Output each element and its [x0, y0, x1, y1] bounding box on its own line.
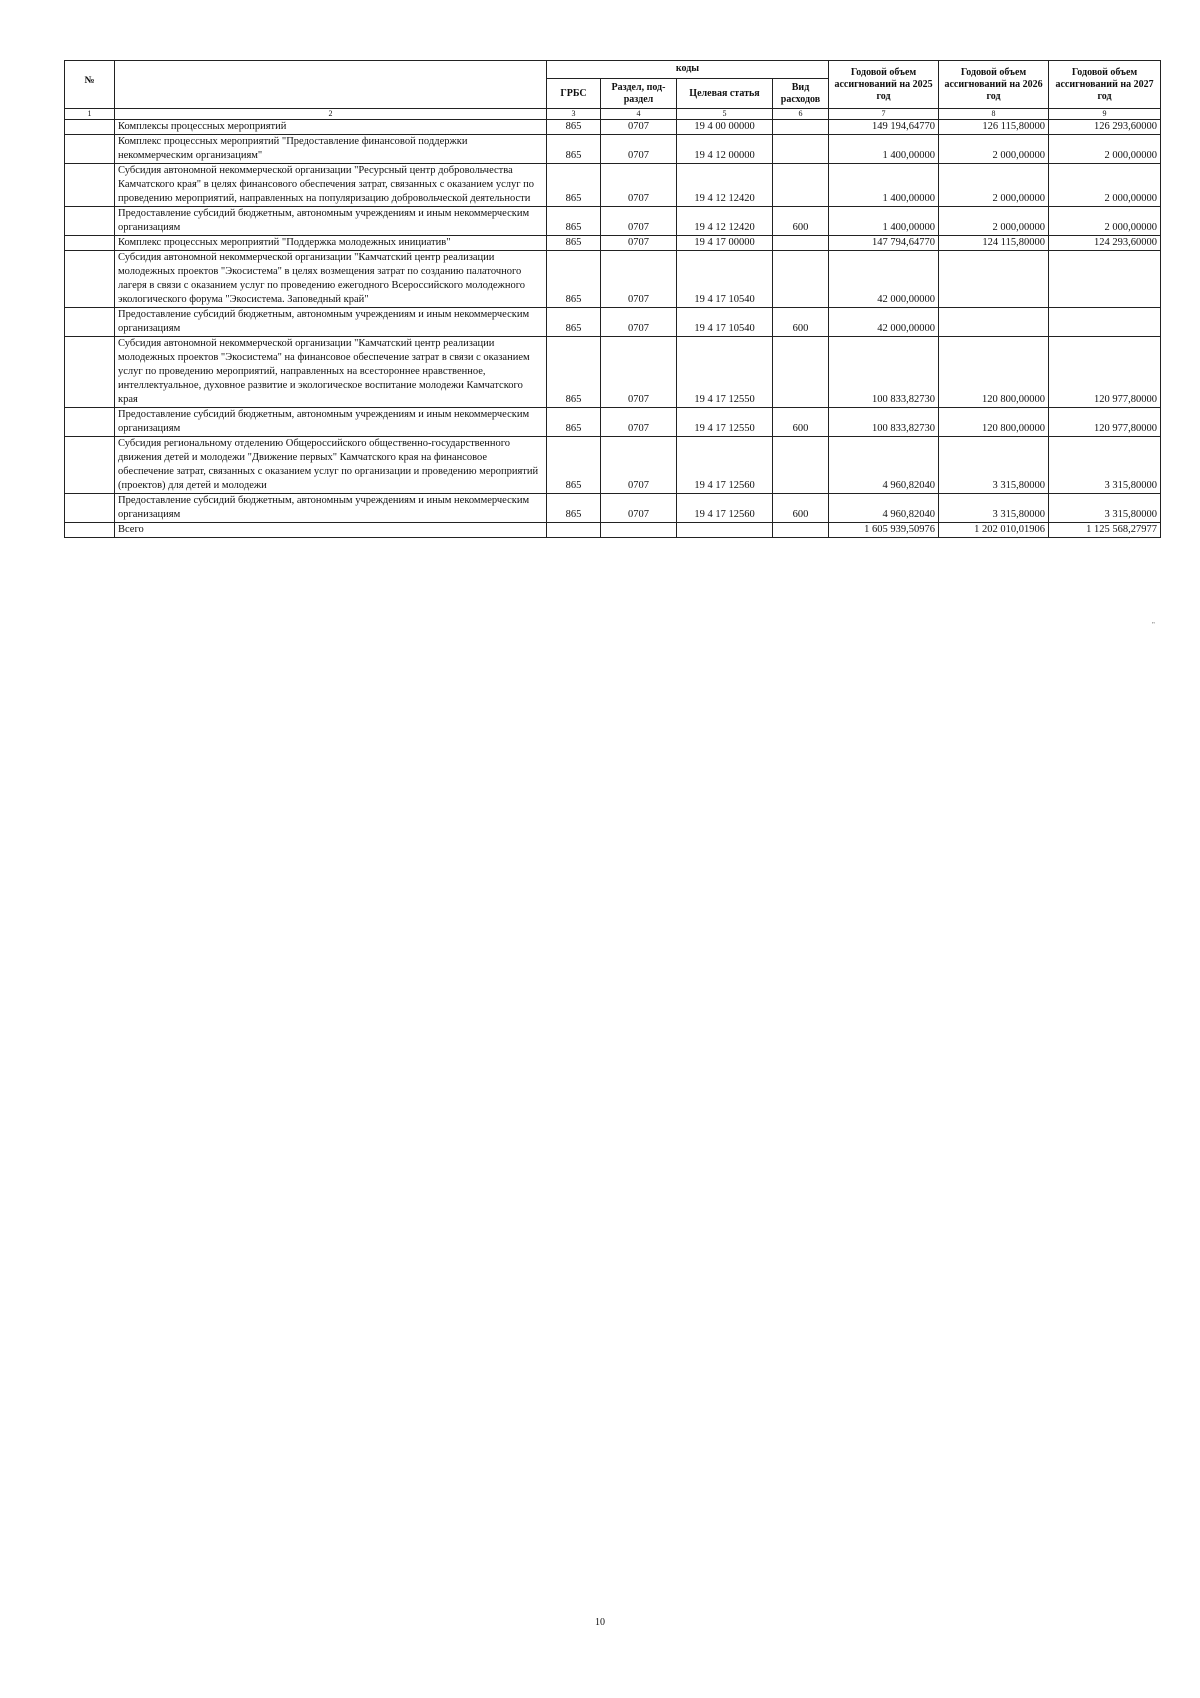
row-section: 0707 — [601, 207, 677, 236]
column-number: 5 — [677, 109, 773, 120]
row-number — [65, 207, 115, 236]
row-volume-2027: 2 000,00000 — [1049, 135, 1161, 164]
row-volume-2027: 126 293,60000 — [1049, 120, 1161, 135]
header-codes: коды — [547, 61, 829, 79]
header-grbs: ГРБС — [547, 79, 601, 109]
table-row — [65, 437, 1161, 494]
row-volume-2026: 2 000,00000 — [939, 135, 1049, 164]
column-number: 2 — [115, 109, 547, 120]
row-section: 0707 — [601, 408, 677, 437]
row-target: 19 4 17 12550 — [677, 408, 773, 437]
row-name: Субсидия автономной некоммерческой организации "Камчатский центр реализации молодежных проектов "Экосистема" на финансовое обеспечение затрат в связи с оказанием услуг по проведению мероприятий, направленных на всестороннее нравственное, интеллектуальное, духовное развитие и экологическое воспитание молодежи Камчатского края — [115, 337, 547, 408]
column-number: 6 — [773, 109, 829, 120]
row-section: 0707 — [601, 120, 677, 135]
row-volume-2025: 42 000,00000 — [829, 251, 939, 308]
row-number — [65, 164, 115, 207]
row-volume-2027 — [1049, 251, 1161, 308]
row-volume-2025: 4 960,82040 — [829, 437, 939, 494]
row-section: 0707 — [601, 251, 677, 308]
row-target: 19 4 12 12420 — [677, 207, 773, 236]
row-expense-type — [773, 251, 829, 308]
total-volume-2025: 1 605 939,50976 — [829, 523, 939, 538]
row-target: 19 4 17 12560 — [677, 494, 773, 523]
row-number — [65, 236, 115, 251]
column-numbers-row — [65, 109, 1161, 120]
row-name: Комплексы процессных мероприятий — [115, 120, 547, 135]
row-volume-2026: 2 000,00000 — [939, 207, 1049, 236]
row-number — [65, 437, 115, 494]
row-expense-type: 600 — [773, 494, 829, 523]
row-expense-type — [773, 337, 829, 408]
total-volume-2026: 1 202 010,01906 — [939, 523, 1049, 538]
row-volume-2027: 120 977,80000 — [1049, 337, 1161, 408]
row-name: Предоставление субсидий бюджетным, автономным учреждениям и иным некоммерческим организациям — [115, 308, 547, 337]
row-name: Предоставление субсидий бюджетным, автономным учреждениям и иным некоммерческим организациям — [115, 207, 547, 236]
table-row — [65, 207, 1161, 236]
table-row — [65, 164, 1161, 207]
header-volume-2027: Годовой объем ассигнований на 2027 год — [1049, 61, 1161, 109]
header-volume-2025: Годовой объем ассигнований на 2025 год — [829, 61, 939, 109]
page-number: 10 — [595, 1617, 605, 1628]
row-volume-2026: 3 315,80000 — [939, 437, 1049, 494]
table-row — [65, 135, 1161, 164]
header-section: Раздел, под-раздел — [601, 79, 677, 109]
row-target: 19 4 17 10540 — [677, 308, 773, 337]
row-volume-2026: 2 000,00000 — [939, 164, 1049, 207]
column-number: 1 — [65, 109, 115, 120]
header-number: № — [65, 61, 115, 109]
row-expense-type: 600 — [773, 308, 829, 337]
row-volume-2025: 42 000,00000 — [829, 308, 939, 337]
row-name: Предоставление субсидий бюджетным, автономным учреждениям и иным некоммерческим организациям — [115, 494, 547, 523]
row-grbs: 865 — [547, 437, 601, 494]
row-section: 0707 — [601, 437, 677, 494]
row-expense-type — [773, 236, 829, 251]
total-row — [65, 523, 1161, 538]
row-target — [677, 523, 773, 538]
row-target: 19 4 17 00000 — [677, 236, 773, 251]
row-name: Комплекс процессных мероприятий "Поддержка молодежных инициатив" — [115, 236, 547, 251]
row-target: 19 4 12 12420 — [677, 164, 773, 207]
table-row — [65, 120, 1161, 135]
row-volume-2027: 3 315,80000 — [1049, 437, 1161, 494]
row-number — [65, 251, 115, 308]
row-volume-2026 — [939, 251, 1049, 308]
row-volume-2027: 124 293,60000 — [1049, 236, 1161, 251]
row-section: 0707 — [601, 337, 677, 408]
row-grbs: 865 — [547, 251, 601, 308]
row-name: Субсидия региональному отделению Общероссийского общественно-государственного движения детей и молодежи "Движение первых" Камчатского края на финансовое обеспечение затрат, связанных с оказанием услуг по организации и проведению мероприятий (проектов) для детей и молодежи — [115, 437, 547, 494]
row-grbs: 865 — [547, 494, 601, 523]
row-section: 0707 — [601, 494, 677, 523]
row-volume-2027: 120 977,80000 — [1049, 408, 1161, 437]
column-number: 4 — [601, 109, 677, 120]
row-volume-2026: 124 115,80000 — [939, 236, 1049, 251]
row-grbs: 865 — [547, 135, 601, 164]
row-number — [65, 494, 115, 523]
row-target: 19 4 17 12550 — [677, 337, 773, 408]
table-row — [65, 337, 1161, 408]
table-row — [65, 494, 1161, 523]
row-number — [65, 337, 115, 408]
row-expense-type: 600 — [773, 408, 829, 437]
total-volume-2027: 1 125 568,27977 — [1049, 523, 1161, 538]
row-section: 0707 — [601, 308, 677, 337]
table-row — [65, 308, 1161, 337]
row-grbs — [547, 523, 601, 538]
row-volume-2025: 100 833,82730 — [829, 408, 939, 437]
row-volume-2025: 100 833,82730 — [829, 337, 939, 408]
corner-mark: " — [1152, 621, 1155, 629]
row-target: 19 4 17 12560 — [677, 437, 773, 494]
header-name — [115, 61, 547, 109]
row-grbs: 865 — [547, 408, 601, 437]
row-name: Субсидия автономной некоммерческой организации "Ресурсный центр добровольчества Камчатского края" в целях финансового обеспечения затрат, связанных с оказанием услуг по проведению мероприятий, направленных на популяризацию добровольческой деятельности — [115, 164, 547, 207]
row-volume-2027: 2 000,00000 — [1049, 207, 1161, 236]
row-volume-2027 — [1049, 308, 1161, 337]
table-row — [65, 236, 1161, 251]
table-row — [65, 251, 1161, 308]
row-number — [65, 135, 115, 164]
row-grbs: 865 — [547, 164, 601, 207]
total-label: Всего — [115, 523, 547, 538]
row-volume-2025: 149 194,64770 — [829, 120, 939, 135]
row-volume-2026: 3 315,80000 — [939, 494, 1049, 523]
row-number — [65, 120, 115, 135]
row-grbs: 865 — [547, 337, 601, 408]
column-number: 9 — [1049, 109, 1161, 120]
row-target: 19 4 00 00000 — [677, 120, 773, 135]
row-name: Субсидия автономной некоммерческой организации "Камчатский центр реализации молодежных проектов "Экосистема" в целях возмещения затрат по созданию палаточного лагеря в связи с оказанием услуг по проведению ежегодного Всероссийского молодежного экологического форума "Экосистема. Заповедный край" — [115, 251, 547, 308]
table-row — [65, 408, 1161, 437]
column-number: 3 — [547, 109, 601, 120]
row-expense-type — [773, 120, 829, 135]
row-volume-2027: 2 000,00000 — [1049, 164, 1161, 207]
row-number — [65, 308, 115, 337]
row-volume-2026: 126 115,80000 — [939, 120, 1049, 135]
header-target: Целевая статья — [677, 79, 773, 109]
row-expense-type — [773, 523, 829, 538]
row-grbs: 865 — [547, 120, 601, 135]
row-expense-type — [773, 135, 829, 164]
row-volume-2027: 3 315,80000 — [1049, 494, 1161, 523]
column-number: 7 — [829, 109, 939, 120]
row-number — [65, 523, 115, 538]
row-name: Комплекс процессных мероприятий "Предоставление финансовой поддержки некоммерческим организациям" — [115, 135, 547, 164]
row-volume-2026 — [939, 308, 1049, 337]
row-number — [65, 408, 115, 437]
row-volume-2025: 4 960,82040 — [829, 494, 939, 523]
row-grbs: 865 — [547, 236, 601, 251]
row-expense-type: 600 — [773, 207, 829, 236]
header-volume-2026: Годовой объем ассигнований на 2026 год — [939, 61, 1049, 109]
row-volume-2026: 120 800,00000 — [939, 408, 1049, 437]
row-target: 19 4 12 00000 — [677, 135, 773, 164]
budget-table — [64, 60, 1161, 538]
row-expense-type — [773, 164, 829, 207]
column-number: 8 — [939, 109, 1049, 120]
row-section: 0707 — [601, 135, 677, 164]
row-name: Предоставление субсидий бюджетным, автономным учреждениям и иным некоммерческим организациям — [115, 408, 547, 437]
row-target: 19 4 17 10540 — [677, 251, 773, 308]
row-volume-2026: 120 800,00000 — [939, 337, 1049, 408]
row-grbs: 865 — [547, 308, 601, 337]
row-volume-2025: 1 400,00000 — [829, 135, 939, 164]
row-grbs: 865 — [547, 207, 601, 236]
header-expense-type: Вид расходов — [773, 79, 829, 109]
row-section: 0707 — [601, 164, 677, 207]
row-expense-type — [773, 437, 829, 494]
row-section: 0707 — [601, 236, 677, 251]
row-volume-2025: 147 794,64770 — [829, 236, 939, 251]
row-section — [601, 523, 677, 538]
row-volume-2025: 1 400,00000 — [829, 164, 939, 207]
row-volume-2025: 1 400,00000 — [829, 207, 939, 236]
